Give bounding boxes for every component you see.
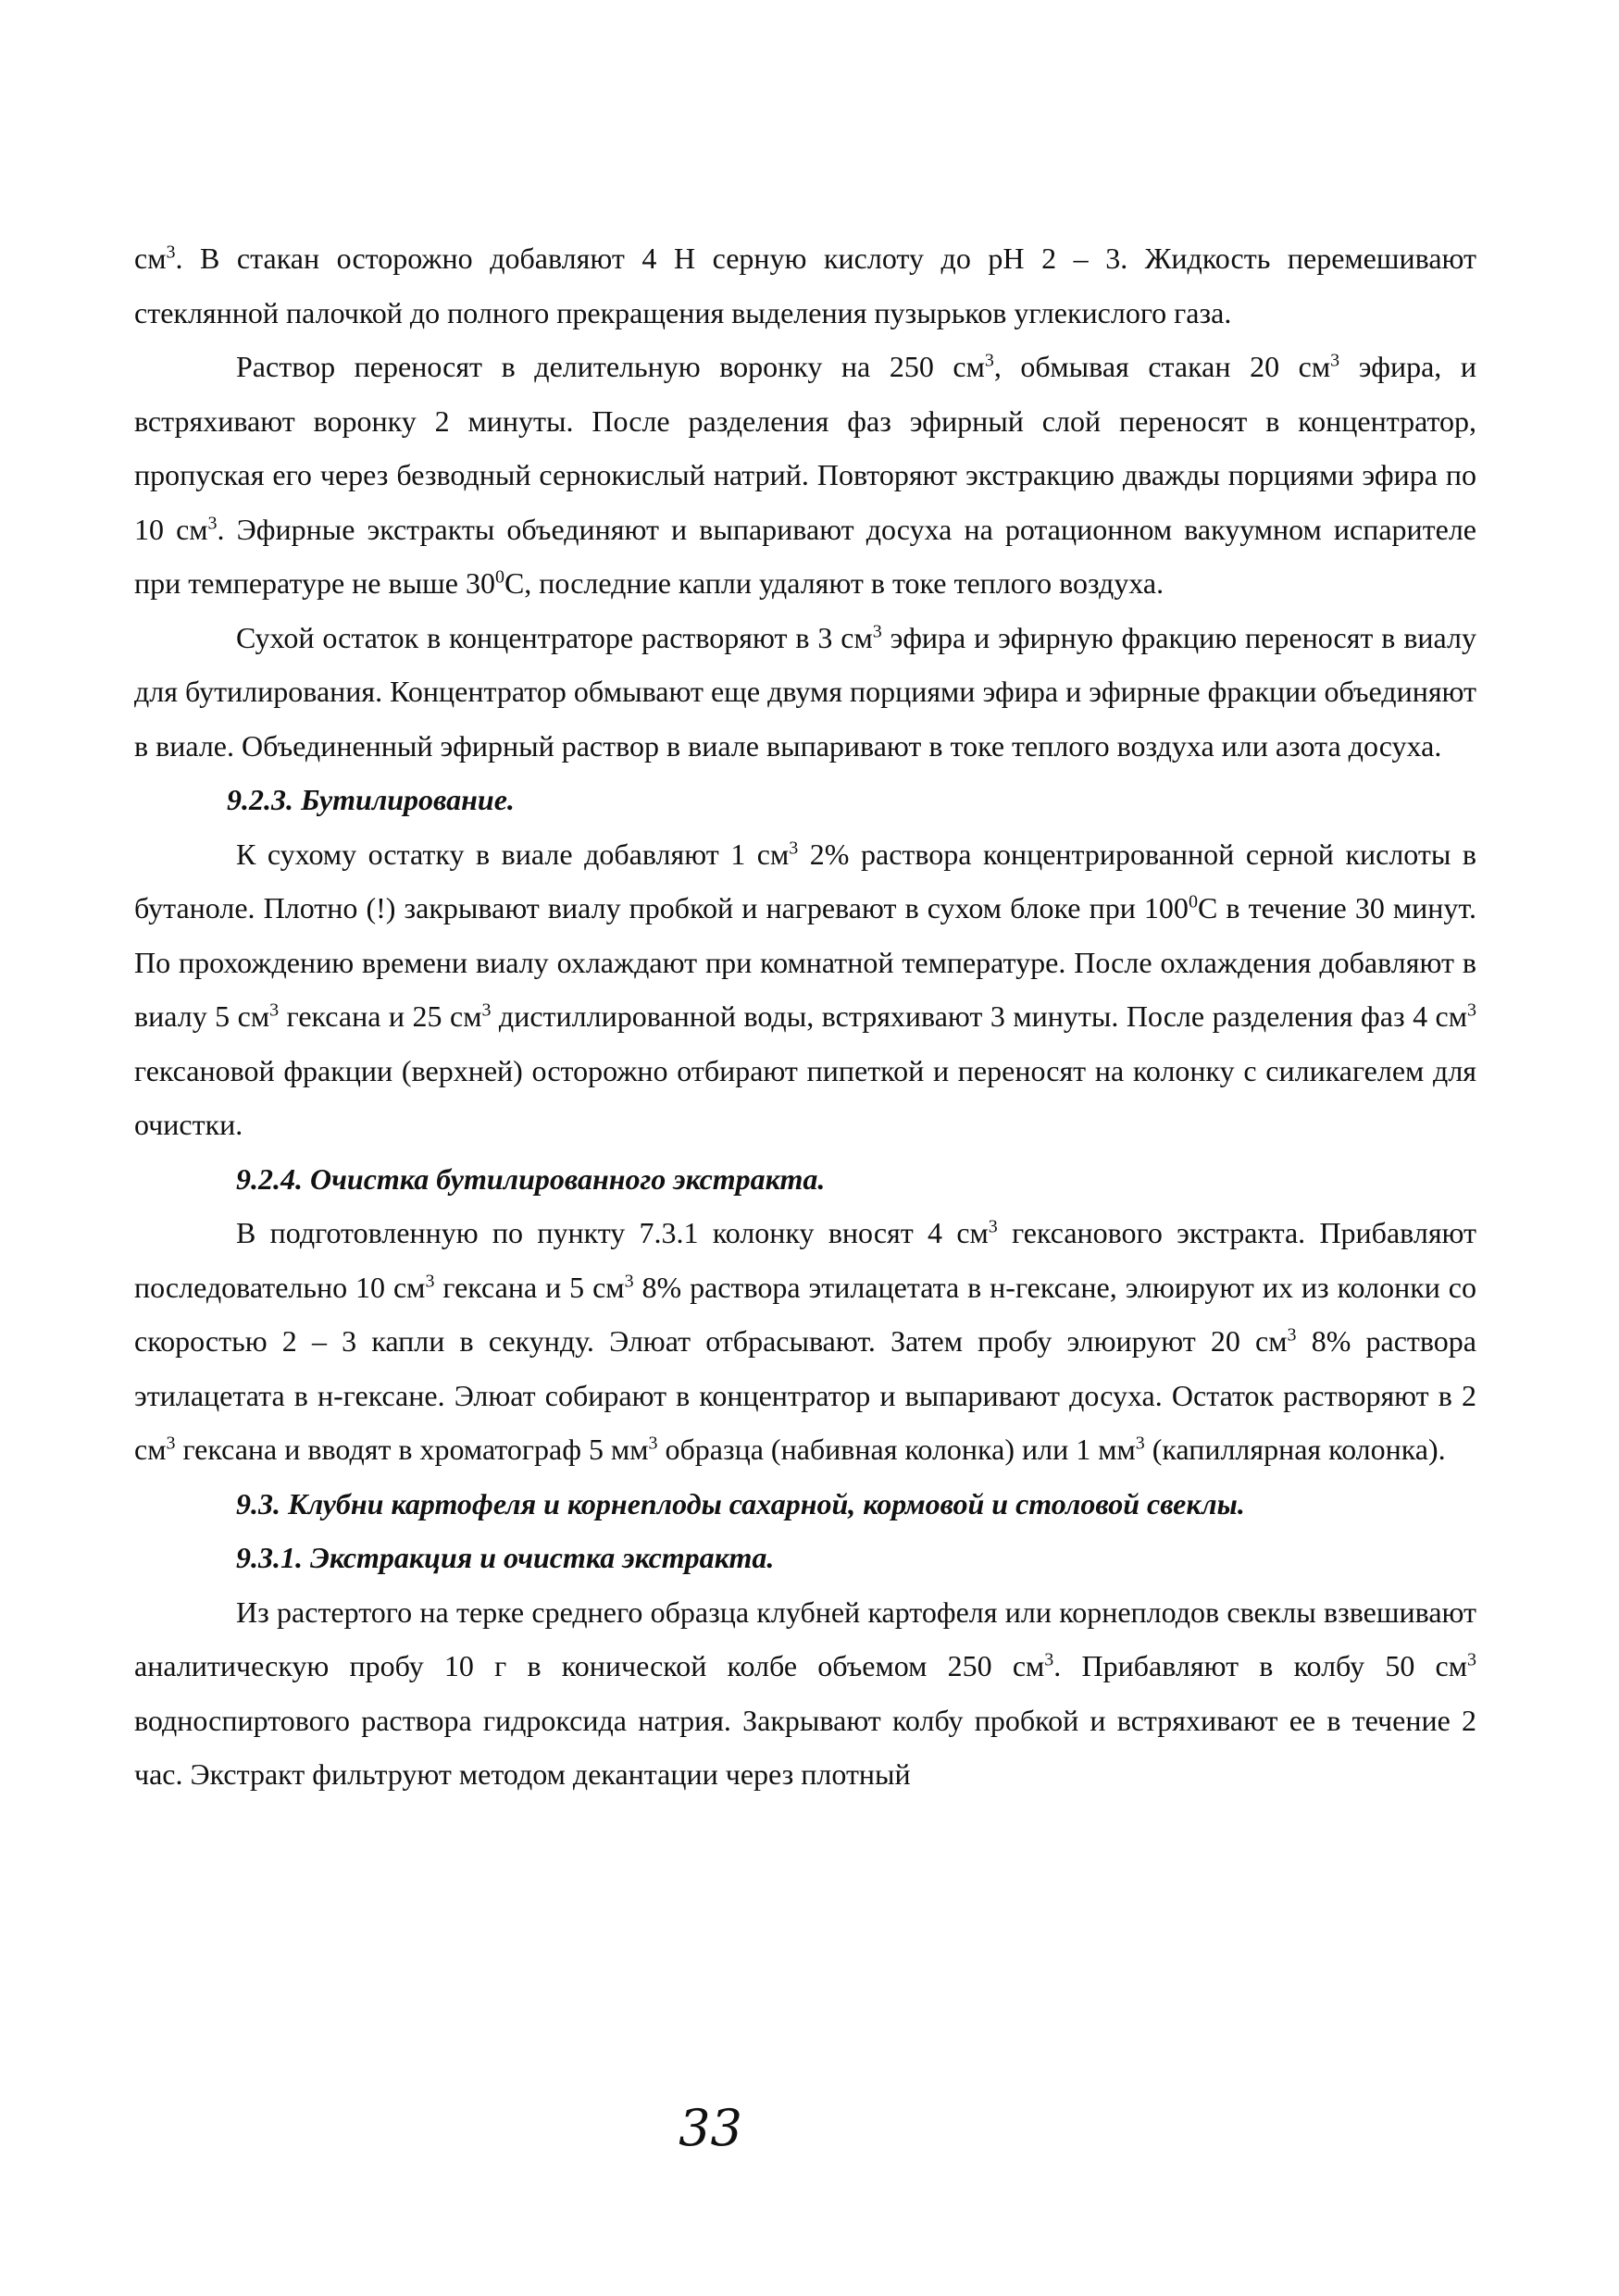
text-run: 8% раствора этилацетата в н-гексане, элюируют их из колонки со скоростью 2 – 3 капли в секунду. Элюат отбрасывают. Затем пробу элюируют 20 см bbox=[134, 1270, 1477, 1358]
paragraph-3 bbox=[134, 611, 1476, 774]
superscript: 3 bbox=[872, 620, 882, 641]
superscript: 3 bbox=[1135, 1433, 1145, 1454]
superscript: 3 bbox=[1044, 1649, 1054, 1670]
text-run: водноспиртового раствора гидроксида натрия. Закрывают колбу пробкой и встряхивают ее в течение 2 час. Экстракт фильтруют методом декантации через плотный bbox=[134, 1703, 1476, 1791]
body-text bbox=[134, 231, 1476, 1802]
section-heading-9-2-4: 9.2.4. Очистка бутилированного экстракта. bbox=[236, 1161, 826, 1196]
text-run: гексановой фракции (верхней) осторожно отбирают пипеткой и переносят на колонку с силикагелем для очистки. bbox=[134, 1053, 1476, 1141]
text-run: С в течение 30 минут. По прохождению времени виалу охлаждают при комнатной температуре. После охлаждения добавляют в виалу 5 см bbox=[134, 891, 1477, 1033]
text-run: Раствор переносят в делительную воронку на 250 см bbox=[236, 350, 985, 383]
superscript: 3 bbox=[1467, 1649, 1477, 1670]
text-run: гексана и вводят в хроматограф 5 мм bbox=[175, 1433, 649, 1466]
paragraph-2 bbox=[134, 340, 1476, 611]
superscript: 3 bbox=[1287, 1324, 1297, 1346]
text-run: Сухой остаток в концентраторе растворяют в 3 см bbox=[236, 620, 873, 654]
text-run: , обмывая стакан 20 см bbox=[993, 350, 1331, 383]
superscript: 3 bbox=[1330, 350, 1340, 371]
superscript: 3 bbox=[166, 242, 176, 263]
superscript: 3 bbox=[1467, 999, 1477, 1021]
text-run: дистиллированной воды, встряхивают 3 минуты. После разделения фаз 4 см bbox=[491, 999, 1468, 1033]
paragraph-4 bbox=[134, 827, 1476, 1152]
text-run: эфира, и встряхивают воронку 2 минуты. После разделения фаз эфирный слой переносят в концентратор, пропуская его через безводный сернокислый натрий. Повторяют экстракцию дважды порциями эфира по 10 см bbox=[134, 350, 1476, 546]
section-heading-9-2-3: 9.2.3. Бутилирование. bbox=[227, 783, 515, 816]
text-run: 2% раствора концентрированной серной кислоты в бутаноле. Плотно (!) закрывают виалу пробкой и нагревают в сухом блоке при 100 bbox=[134, 837, 1477, 925]
superscript: 3 bbox=[207, 512, 218, 533]
superscript: 0 bbox=[1188, 891, 1198, 912]
superscript: 3 bbox=[166, 1433, 176, 1454]
text-run: В подготовленную по пункту 7.3.1 колонку вносят 4 см bbox=[236, 1216, 989, 1249]
text-run: гексанового экстракта. Прибавляют последовательно 10 см bbox=[134, 1216, 1477, 1304]
text-run: К сухому остатку в виале добавляют 1 см bbox=[236, 837, 790, 871]
paragraph-6 bbox=[134, 1585, 1476, 1802]
superscript: 3 bbox=[624, 1270, 634, 1291]
text-run: см bbox=[134, 242, 167, 275]
superscript: 3 bbox=[648, 1433, 658, 1454]
superscript: 0 bbox=[494, 566, 504, 588]
text-run: Из растертого на терке среднего образца клубней картофеля или корнеплодов свеклы взвешивают аналитическую пробу 10 г в конической колбе объемом 250 см bbox=[134, 1595, 1476, 1682]
text-run: С, последние капли удаляют в токе теплого воздуха. bbox=[504, 566, 1164, 600]
text-run: образца (набивная колонка) или 1 мм bbox=[657, 1433, 1136, 1466]
text-run: . Эфирные экстракты объединяют и выпаривают досуха на ротационном вакуумном испарителе при температуре не выше 30 bbox=[134, 512, 1477, 600]
superscript: 3 bbox=[988, 1216, 998, 1237]
text-run: . Прибавляют в колбу 50 см bbox=[1053, 1649, 1468, 1682]
section-heading-9-3-1: 9.3.1. Экстракция и очистка экстракта. bbox=[236, 1541, 775, 1574]
superscript: 3 bbox=[481, 999, 492, 1021]
superscript: 3 bbox=[984, 350, 994, 371]
paragraph-5 bbox=[134, 1206, 1476, 1477]
superscript: 3 bbox=[789, 837, 799, 858]
superscript: 3 bbox=[425, 1270, 435, 1291]
text-run: гексана и 25 см bbox=[279, 999, 482, 1033]
section-heading-9-3: 9.3. Клубни картофеля и корнеплоды сахарной, кормовой и столовой свеклы. bbox=[236, 1486, 1245, 1520]
superscript: 3 bbox=[269, 999, 280, 1021]
text-run: эфира и эфирную фракцию переносят в виалу для бутилирования. Концентратор обмывают еще двумя порциями эфира и эфирные фракции объединяют в виале. Объединенный эфирный раствор в виале выпаривают в токе теплого воздуха или азота досуха. bbox=[134, 620, 1477, 763]
paragraph-1 bbox=[134, 231, 1476, 340]
text-run: . В стакан осторожно добавляют 4 Н серную кислоту до рН 2 – 3. Жидкость перемешивают стеклянной палочкой до полного прекращения выделения пузырьков углекислого газа. bbox=[134, 242, 1476, 329]
text-run: 8% раствора этилацетата в н-гексане. Элюат собирают в концентратор и выпаривают досуха. Остаток растворяют в 2 см bbox=[134, 1324, 1477, 1466]
text-run: гексана и 5 см bbox=[434, 1270, 625, 1304]
page-number: 33 bbox=[679, 2099, 742, 2157]
text-run: (капиллярная колонка). bbox=[1144, 1433, 1446, 1466]
